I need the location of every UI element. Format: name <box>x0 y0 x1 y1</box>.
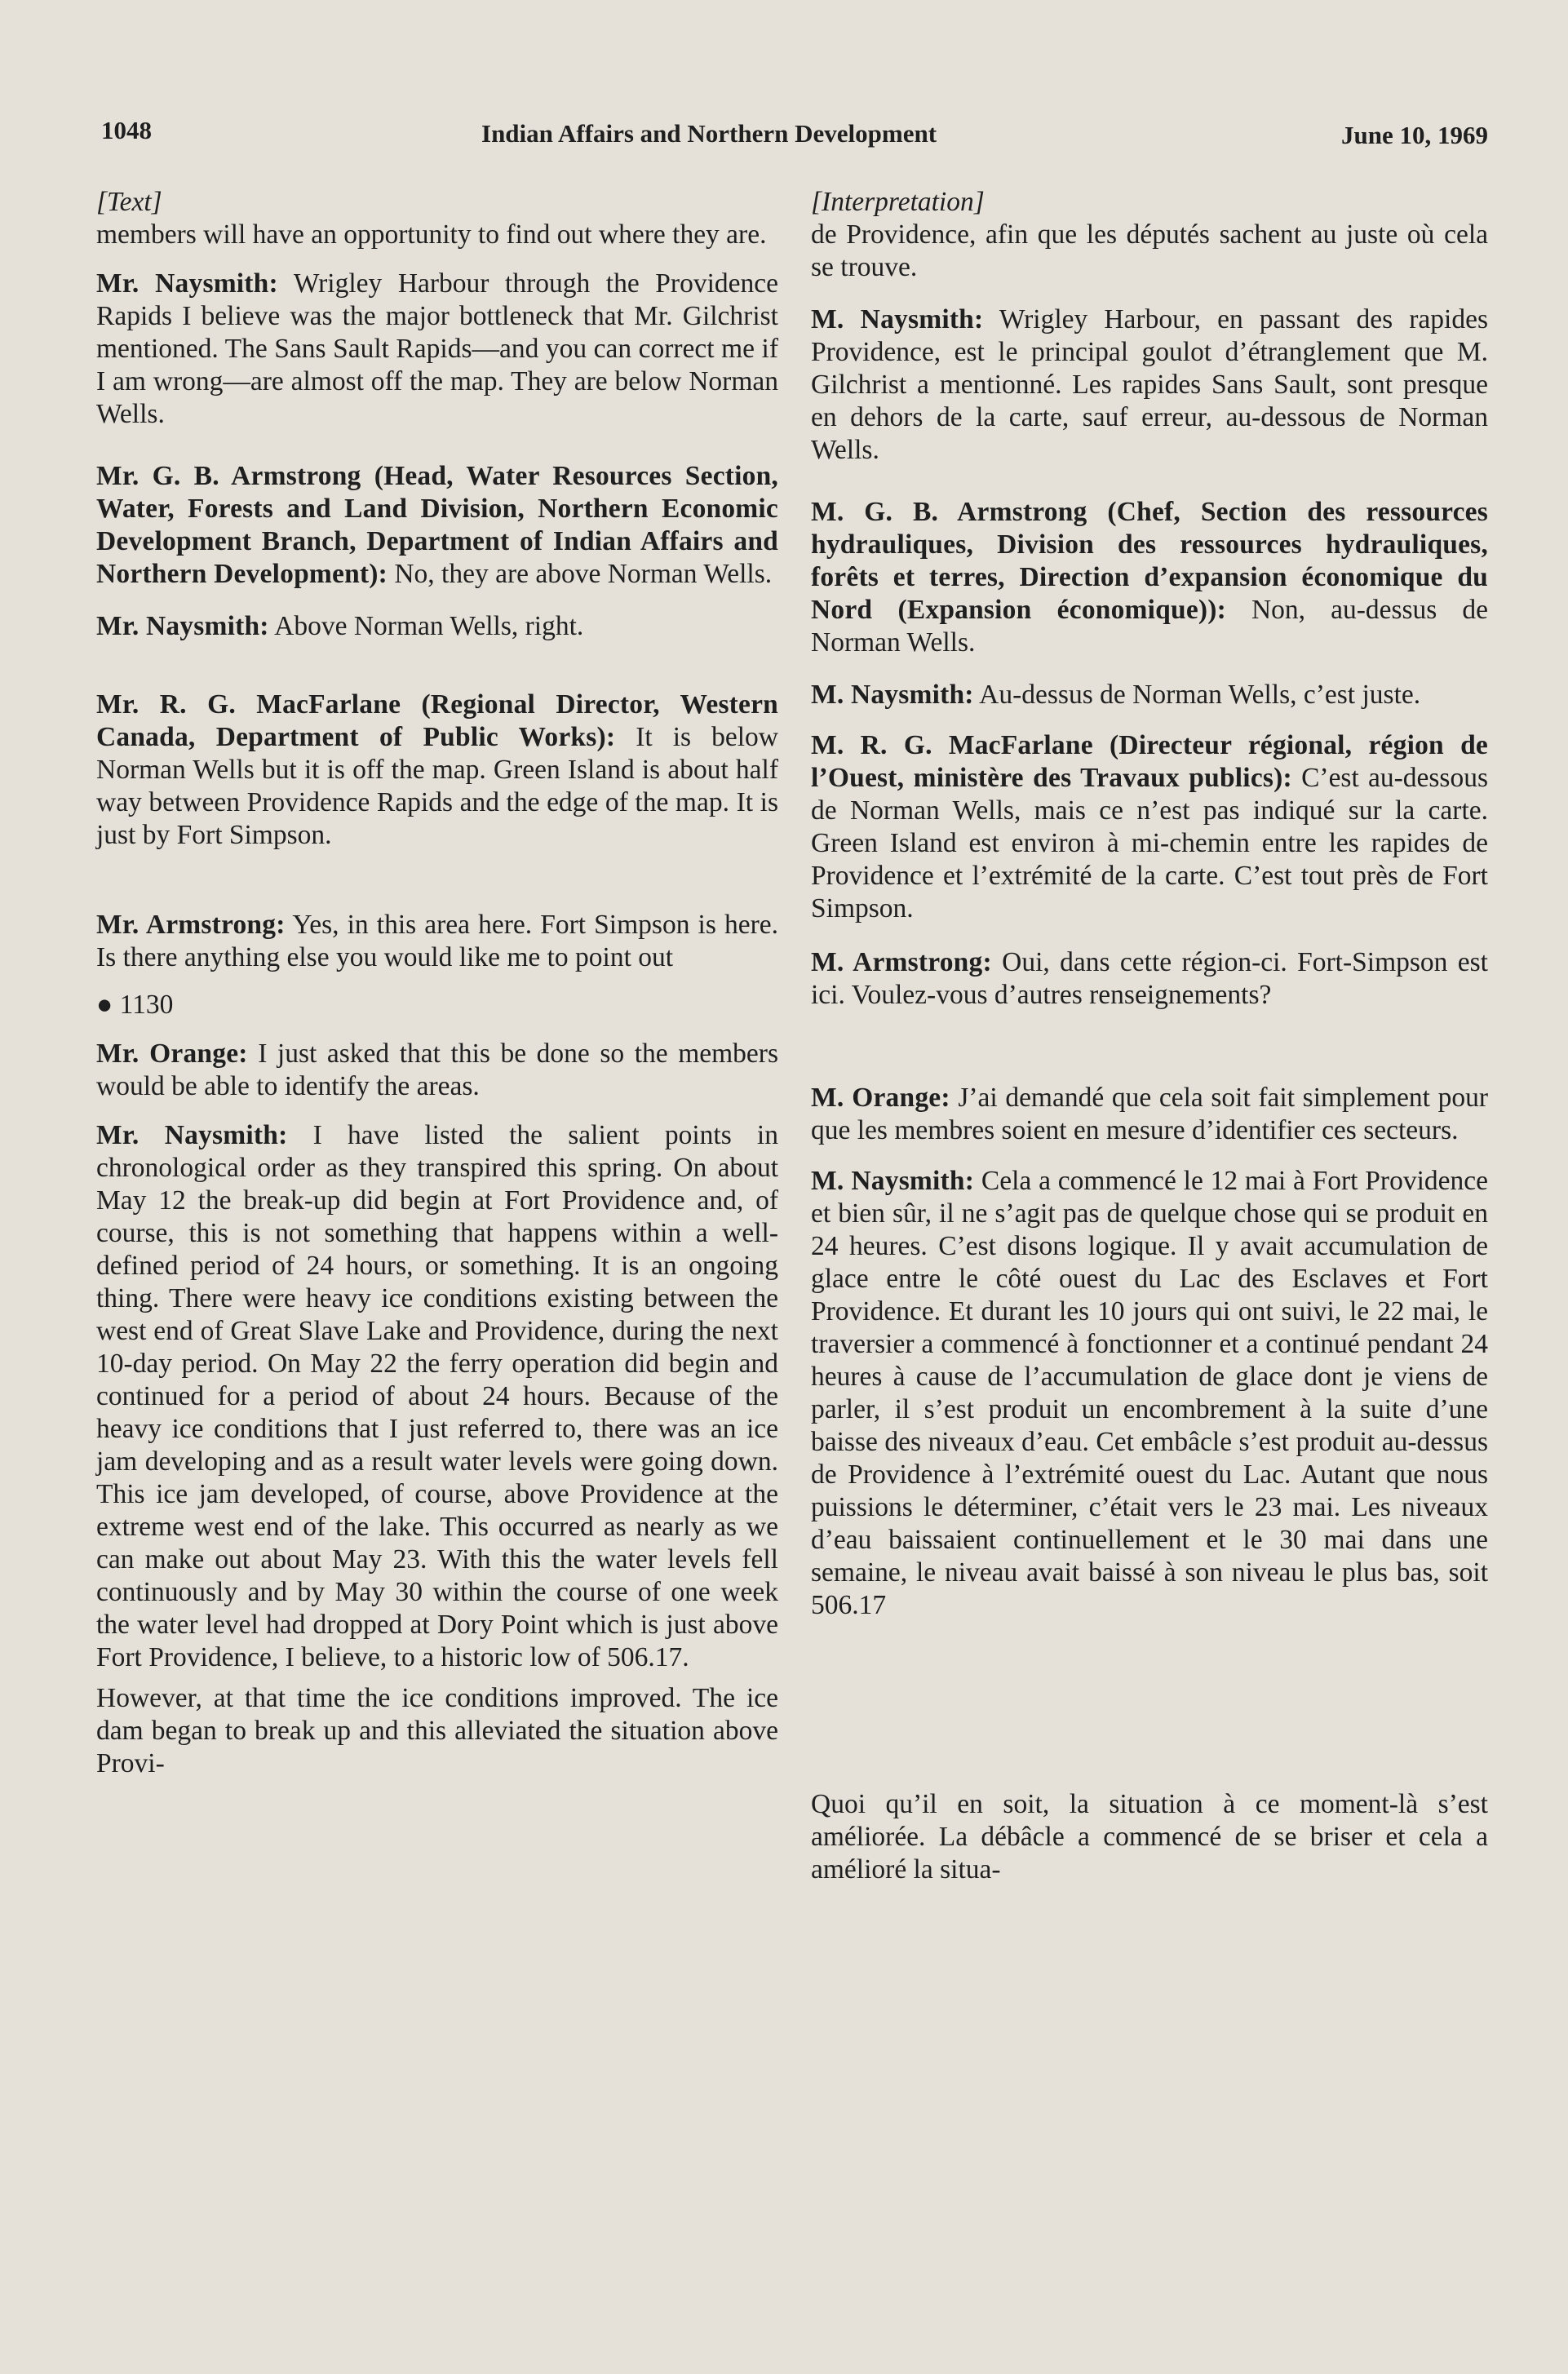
page-date: June 10, 1969 <box>1341 121 1488 149</box>
french-column <box>811 186 1488 1886</box>
speech-text: I just asked that this be done so the members would be able to identify the areas. <box>96 1039 778 1101</box>
paragraph <box>96 268 778 431</box>
speech-text: Wrigley Harbour through the Providence Rapids I believe was the major bottleneck that Mr. Gilchrist mentioned. The Sans Sault Rapids—and you can correct me if I am wrong—are almost off the map. They are below Norman Wells. <box>96 268 778 429</box>
speaker-name: M. Naysmith: <box>811 1166 975 1196</box>
paragraph <box>96 1038 778 1103</box>
paragraph <box>811 946 1488 1012</box>
paragraph <box>96 460 778 591</box>
speech-text: Oui, dans cette région-ci. Fort-Simpson est ici. Voulez-vous d’autres renseignements? <box>811 947 1488 1010</box>
paragraph <box>811 303 1488 467</box>
paragraph <box>811 496 1488 659</box>
speech-text: Yes, in this area here. Fort Simpson is here. Is there anything else you would like me to point out <box>96 910 778 972</box>
speech-text: It is below Norman Wells but it is off the map. Green Island is about half way between Providence Rapids and the edge of the map. It is just by Fort Simpson. <box>96 722 778 850</box>
speech-text: C’est au-dessous de Norman Wells, mais ce n’est pas indiqué sur la carte. Green Island est environ à mi-chemin entre les rapides de Providence et l’extrémité de la carte. C’est tout près de Fort Simpson. <box>811 763 1489 923</box>
speaker-name: M. Naysmith: <box>811 680 974 710</box>
speaker-name: Mr. Naysmith: <box>96 611 269 641</box>
speaker-name: Mr. G. B. Armstrong (Head, Water Resources Section, Water, Forests and Land Division, Northern Economic Development Branch, Department of Indian Affairs and Northern Development): <box>96 461 778 589</box>
paragraph <box>811 729 1488 925</box>
speech-text: Au-dessus de Norman Wells, c’est juste. <box>973 680 1421 710</box>
speech-text: Cela a commencé le 12 mai à Fort Providence et bien sûr, il ne s’agit pas de quelque chose qui se produit en 24 heures. C’est disons logique. Il y avait accumulation de glace entre le côté ouest du Lac des Esclaves et Fort Providence. Et durant les 10 jours qui ont suivi, le 22 mai, le traversier a commencé à fonctionner et a continué pendant 24 heures à cause de l’accumulation de glace dont je viens de parler, il s’est produit un encombrement à la suite d’une baisse des niveaux d’eau. Cet embâcle s’est produit au-dessus de Providence à l’extrémité ouest du Lac. Autant que nous puissions le déterminer, c’était vers le 23 mai. Les niveaux d’eau baissaient continuellement et le 30 mai dans une semaine, le niveau avait baissé à son niveau le plus bas, soit 506.17 <box>811 1166 1488 1620</box>
paragraph: members will have an opportunity to find out where they are. <box>96 219 767 250</box>
english-column <box>96 186 778 1780</box>
speaker-name: Mr. Orange: <box>96 1039 248 1069</box>
page-title: Indian Affairs and Northern Development <box>481 119 937 148</box>
speech-text: No, they are above Norman Wells. <box>387 559 773 589</box>
paragraph: However, at that time the ice conditions improved. The ice dam began to break up and this alleviated the situation above Provi- <box>96 1683 778 1778</box>
paragraph <box>811 679 1488 711</box>
speech-text: Non, au-dessus de Norman Wells. <box>811 595 1488 658</box>
speaker-name: M. Armstrong: <box>811 947 992 977</box>
speech-text: J’ai demandé que cela soit fait simplement pour que les membres soient en mesure d’identifier ces secteurs. <box>811 1083 1488 1145</box>
paragraph: de Providence, afin que les députés sachent au juste où cela se trouve. <box>811 219 1488 282</box>
speaker-name: M. G. B. Armstrong (Chef, Section des ressources hydrauliques, Division des ressources hydrauliques, forêts et terres, Direction d’expansion économique du Nord (Expansion économique)): <box>811 497 1488 625</box>
column-label-french: [Interpretation] <box>811 187 985 217</box>
paragraph: Quoi qu’il en soit, la situation à ce moment-là s’est améliorée. La débâcle a commencé de se briser et cela a amélioré la situa- <box>811 1789 1488 1885</box>
paragraph <box>96 689 778 852</box>
speech-text: Wrigley Harbour, en passant des rapides Providence, est le principal goulot d’étranglement que M. Gilchrist a mentionné. Les rapides Sans Sault, sont presque en dehors de la carte, sauf erreur, au-dessous de Norman Wells. <box>811 304 1488 465</box>
paragraph <box>96 1119 778 1674</box>
page-header <box>101 116 1488 155</box>
speech-text: I have listed the salient points in chronological order as they transpired this spring. On about May 12 the break-up did begin at Fort Providence and, of course, this is not something that happens within a well-defined period of 24 hours, or something. It is an ongoing thing. There were heavy ice conditions existing between the west end of Great Slave Lake and Providence, during the next 10-day period. On May 22 the ferry operation did begin and continued for a period of about 24 hours. Because of the heavy ice conditions that I just referred to, there was an ice jam developing and as a result water levels were going down. This ice jam developed, of course, above Providence at the extreme west end of the lake. This occurred as nearly as we can make out about May 23. With this the water levels fell continuously and by May 30 within the course of one week the water level had dropped at Dory Point which is just above Fort Providence, I believe, to a historic low of 506.17. <box>96 1120 778 1672</box>
page-number: 1048 <box>101 116 152 144</box>
speaker-name: M. R. G. MacFarlane (Directeur régional, région de l’Ouest, ministère des Travaux publics): <box>811 730 1488 793</box>
speaker-name: Mr. Naysmith: <box>96 1120 288 1150</box>
paragraph <box>811 1082 1488 1147</box>
speaker-name: Mr. Naysmith: <box>96 268 278 299</box>
speaker-name: Mr. Armstrong: <box>96 910 286 940</box>
speaker-name: Mr. R. G. MacFarlane (Regional Director, Western Canada, Department of Public Works): <box>96 689 778 752</box>
speaker-name: M. Orange: <box>811 1083 950 1113</box>
speech-text: Above Norman Wells, right. <box>268 611 584 641</box>
paragraph <box>811 1165 1488 1622</box>
paragraph <box>96 610 778 643</box>
column-label-english: [Text] <box>96 187 162 217</box>
speaker-name: M. Naysmith: <box>811 304 984 334</box>
time-marker: ● 1130 <box>96 990 174 1020</box>
paragraph <box>96 909 778 974</box>
